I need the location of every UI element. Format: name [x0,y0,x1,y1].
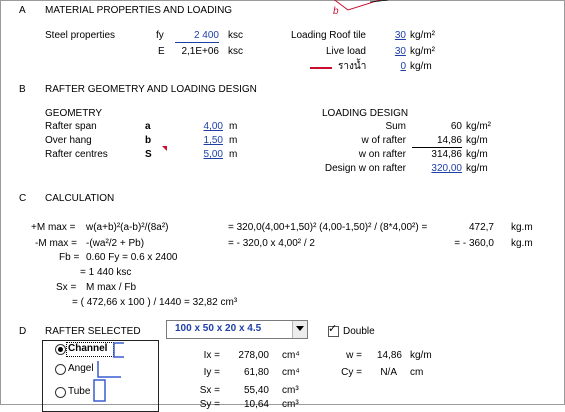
ix-value: 278,00 [238,350,269,361]
mpos-substitution: = 320,0(4,00+1,50)² (4,00-1,50)² / (8*4,00²) = [228,222,428,233]
double-label: Double [343,326,375,337]
sum-value: 60 [450,121,462,132]
ix-unit: cm⁴ [282,350,300,361]
section-a-letter: A [19,5,26,16]
roof-tile-label: Loading Roof tile [290,30,366,41]
fb-result: = 1 440 ksc [80,267,132,278]
w-rafter-label: w of rafter [361,135,406,146]
section-d-letter: D [19,326,27,337]
option-channel-label: Channel [68,343,108,354]
mneg-label: -M max = [35,238,77,249]
section-dropdown[interactable] [166,320,308,339]
sx-formula: M max / Fb [86,282,137,293]
sketch-label: b [333,6,339,17]
gutter-unit: kg/m [410,61,432,72]
mneg-substitution: = - 320,0 x 4,00² / 2 [228,238,315,249]
ix-label: Ix = [203,350,220,361]
design-w-unit: kg/m [466,163,488,174]
radio-tube[interactable] [55,387,66,398]
fy-symbol: fy [156,30,164,41]
fy-unit: ksc [228,30,243,41]
angle-shape-icon [95,360,123,380]
e-symbol: E [158,46,165,57]
mpos-label: +M max = [31,222,76,233]
sx-label: Sx = [56,282,77,293]
loading-design-header: LOADING DESIGN [322,108,409,119]
comment-marker-icon [162,146,167,151]
w-prop-value: 14,86 [376,350,402,361]
gutter-label: รางน้ำ [338,61,367,72]
gutter-value[interactable]: 0 [400,61,406,72]
centres-value[interactable]: 5,00 [203,149,223,160]
w-rafter-unit: kg/m [466,135,488,146]
mneg-unit: kg.m [511,238,533,249]
cy-prop-label: Cy = [341,367,362,378]
section-c-title: CALCULATION [45,193,115,204]
fy-value[interactable]: 2 400 [175,30,219,43]
sx-prop-label: Sx = [199,385,220,396]
sy-prop-unit: cm³ [282,399,299,410]
tube-shape-icon [92,378,108,404]
gutter-line-icon [310,67,332,69]
cy-prop-value: N/A [380,367,397,378]
sum-unit: kg/m² [466,121,491,132]
hang-label: Over hang [45,135,92,146]
live-load-value[interactable]: 30 [394,46,406,57]
e-unit: ksc [228,46,243,57]
hang-value[interactable]: 1,50 [203,135,223,146]
w-on-rafter-unit: kg/m [466,149,488,160]
section-a-title: MATERIAL PROPERTIES AND LOADING [45,5,233,16]
channel-shape-icon [112,342,126,358]
w-rafter-value: 14,86 [412,135,462,148]
w-on-rafter-label: w on rafter [358,149,406,160]
live-load-unit: kg/m² [410,46,435,57]
cy-prop-unit: cm [410,367,424,378]
option-tube-label: Tube [68,386,91,397]
chevron-down-icon [296,326,304,331]
centres-unit: m [229,149,238,160]
mneg-formula: -(wa²/2 + Pb) [86,238,145,249]
geometry-header: GEOMETRY [45,108,103,119]
span-value[interactable]: 4,00 [203,121,223,132]
w-prop-unit: kg/m [410,350,432,361]
roof-tile-unit: kg/m² [410,30,435,41]
roof-tile-value[interactable]: 30 [394,30,406,41]
w-prop-label: w = [346,350,362,361]
fb-formula: 0.60 Fy = 0.6 x 2400 [86,252,178,263]
option-angel-label: Angel [68,363,94,374]
steel-label: Steel properties [45,30,116,41]
live-load-label: Live load [325,46,366,57]
radio-channel[interactable] [55,344,66,355]
dropdown-arrow-button[interactable] [292,321,307,338]
mneg-value: = - 360,0 [454,238,494,249]
section-b-title: RAFTER GEOMETRY AND LOADING DESIGN [45,84,257,95]
sx-prop-unit: cm³ [282,385,299,396]
span-unit: m [229,121,238,132]
iy-unit: cm⁴ [282,367,300,378]
sy-prop-label: Sy = [199,399,220,410]
checkmark-icon: ✓ [328,323,338,335]
mpos-unit: kg.m [511,222,533,233]
double-checkbox[interactable] [328,323,339,337]
span-symbol: a [145,121,151,132]
sx-prop-value: 55,40 [243,385,269,396]
section-b-letter: B [19,84,26,95]
design-w-value[interactable]: 320,00 [431,163,462,174]
iy-value: 61,80 [243,367,269,378]
hang-symbol: b [145,135,152,146]
e-value: 2,1E+06 [181,46,219,57]
sum-label: Sum [385,121,406,132]
sx-result: = ( 472,66 x 100 ) / 1440 = 32,82 cm³ [72,297,238,308]
centres-symbol: S [145,149,152,160]
mpos-value: 472,7 [468,222,494,233]
centres-label: Rafter centres [45,149,108,160]
section-dropdown-value: 100 x 50 x 20 x 4.5 [175,323,262,334]
fb-label: Fb = [59,252,80,263]
sy-prop-value: 10,64 [243,399,269,410]
hang-unit: m [229,135,238,146]
design-w-label: Design w on rafter [324,163,406,174]
iy-label: Iy = [203,367,220,378]
w-on-rafter-value: 314,86 [431,149,462,160]
rafter-sketch-icon [330,0,390,20]
section-c-letter: C [19,193,27,204]
span-label: Rafter span [45,121,97,132]
mpos-formula: w(a+b)²(a-b)²/(8a²) [86,222,169,233]
section-d-title: RAFTER SELECTED [45,326,141,337]
radio-angel[interactable] [55,364,66,375]
